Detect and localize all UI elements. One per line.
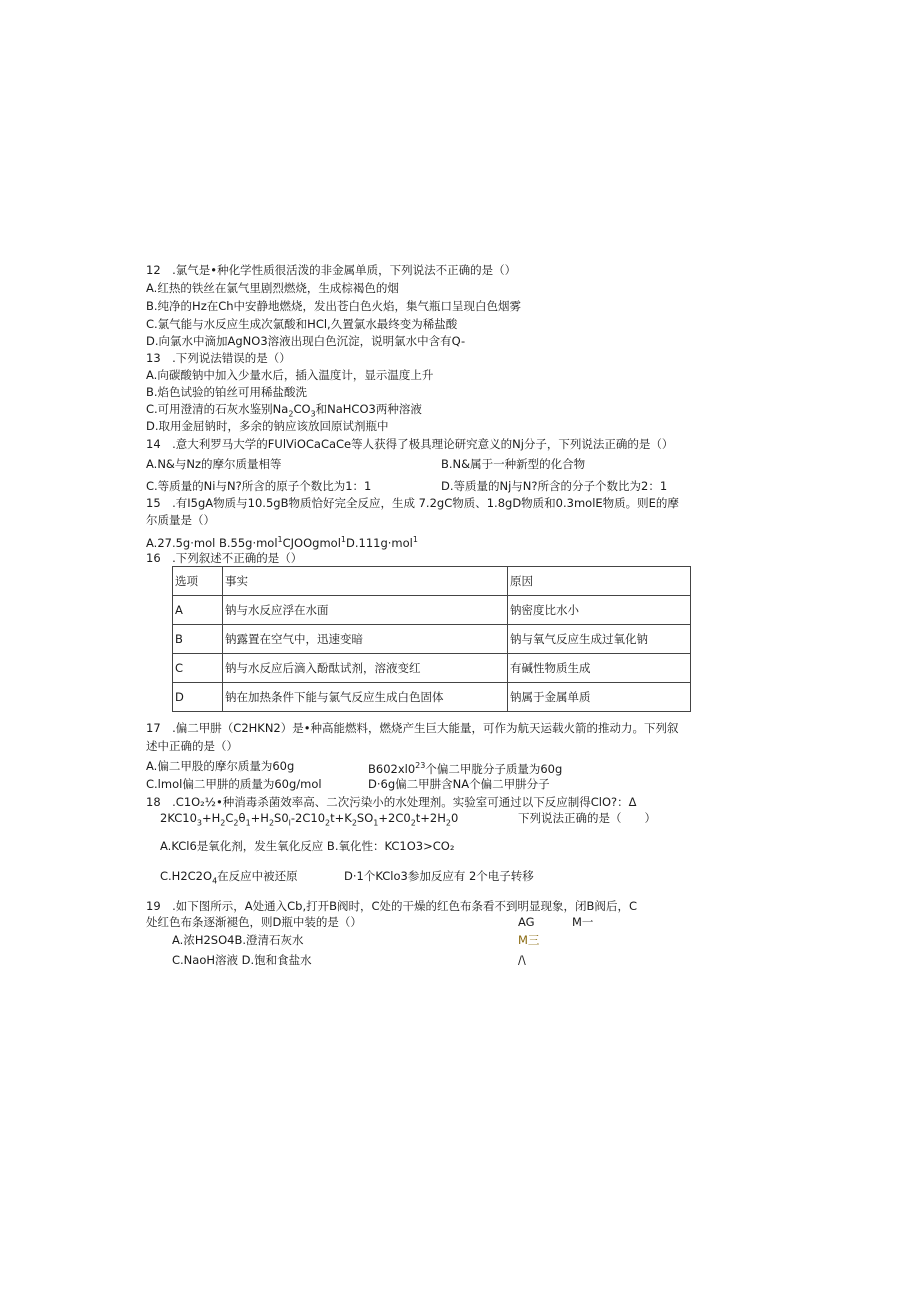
table-header-row — [173, 567, 691, 596]
q19-options-ab: A.浓H2SO4B.澄清石灰水 — [172, 933, 304, 947]
q13-option-d: D.取用金屈钠时，多余的钠应该放回原试剂瓶中 — [146, 419, 389, 433]
header-fact: 事实 — [223, 567, 508, 596]
q12-option-d: D.向氯水中滴加AgNO3溶液出现白色沉淀，说明氯水中含有Q- — [146, 334, 466, 348]
q12-option-a: A.红热的铁丝在氯气里剧烈燃烧，生成棕褐色的烟 — [146, 281, 399, 295]
row-fact: 钠在加热条件下能与氯气反应生成白色固体 — [223, 683, 508, 712]
figure-label-m1: M一 — [572, 915, 594, 929]
row-option: D — [173, 683, 223, 712]
q18-stem: 18 .C1O₂½•种消毒杀菌效率高、二次污染小的水处理剂。实验室可通过以下反应制得ClO?：Δ — [146, 795, 637, 809]
table-row — [173, 625, 691, 654]
row-fact: 钠与水反应后滴入酚酞试剂，溶液变红 — [223, 654, 508, 683]
q15-options: A.27.5g·mol B.55g·mol$^1$CJOOgmol$^1$D.111g·mol$^1$ — [146, 535, 418, 550]
q16-table — [172, 566, 691, 712]
figure-label-ag: AG — [518, 915, 535, 929]
row-fact: 钠露置在空气中，迅速变暗 — [223, 625, 508, 654]
table-row — [173, 654, 691, 683]
q15-stem: 15 .有I5gA物质与10.5gB物质恰好完全反应，生成 7.2gC物质、1.8gD物质和0.3molE物质。则E的摩 — [146, 496, 679, 510]
q18-option-c: $C.H2C2O_4$在反应中被还原 — [160, 869, 298, 886]
q17-option-a: A.偏二甲股的摩尔质量为60g — [146, 759, 295, 773]
q17-option-d: D·6g偏二甲肼含NA个偏二甲肼分子 — [368, 777, 550, 791]
q18-options-ab: A.KCl6是氧化剂，发生氧化反应 B.氧化性：KC1O3>CO₂ — [160, 839, 455, 853]
table-row — [173, 683, 691, 712]
q12-option-b: B.纯净的Hz在Ch中安静地燃烧，发出苍白色火焰，集气瓶口呈现白色烟雾 — [146, 299, 522, 313]
q15-stem-cont: 尔质量是（） — [146, 513, 215, 527]
q13-option-a: A.向碳酸钠中加入少量水后，插入温度计，显示温度上升 — [146, 368, 434, 382]
q14-option-a: A.N&与Nz的摩尔质量相等 — [146, 457, 282, 471]
q16-stem: 16 .下列叙述不正确的是（） — [146, 551, 303, 565]
q17-stem: 17 .偏二甲肼（C2HKN2）是•种高能燃料，燃烧产生巨大能量，可作为航天运载火箭的推动力。下列叙 — [146, 721, 679, 735]
q18-equation: $2KC10_3+H_2C_2\theta_1+H_2S0_l-2C10_2t+K_2SO_1+2C0_2t+2H_20$ — [160, 811, 459, 828]
row-option: C — [173, 654, 223, 683]
row-option: B — [173, 625, 223, 654]
q14-option-b: B.N&属于一种新型的化合物 — [441, 457, 586, 471]
q17-option-c: C.lmol偏二甲肼的质量为60g/mol — [146, 777, 322, 791]
header-reason: 原因 — [508, 567, 691, 596]
q14-stem: 14 .意大利罗马大学的FUlViOCaCaCe等人获得了极具理论研究意义的Nj分子，下列说法正确的是（） — [146, 437, 674, 451]
q17-stem-cont: 述中正确的是（） — [146, 739, 238, 753]
q18-option-d: D·1个KClo3参加反应有 2个电子转移 — [344, 869, 534, 883]
q19-stem-cont: 处红色布条逐渐褪色，则D瓶中装的是（） — [146, 915, 362, 929]
q14-option-c: C.等质量的Ni与N?所含的原子个数比为1：1 — [146, 479, 372, 493]
row-reason: 有碱性物质生成 — [508, 654, 691, 683]
q14-option-d: D.等质量的Nj与N?所含的分子个数比为2：1 — [441, 479, 668, 493]
row-reason: 钠密度比水小 — [508, 596, 691, 625]
header-option: 选项 — [173, 567, 223, 596]
table-row — [173, 596, 691, 625]
row-reason: 钠与氧气反应生成过氧化钠 — [508, 625, 691, 654]
q13-option-c: C.可用澄清的石灰水鉴别$Na_2CO_3$和NaHCO3两种溶液 — [146, 402, 422, 419]
q12-stem: 12 .氯气是•种化学性质很活泼的非金属单质，下列说法不正确的是（） — [146, 263, 517, 277]
q17-option-b: $B602xl0^{23}$个偏二甲胧分子质量为60g — [368, 761, 563, 776]
row-fact: 钠与水反应浮在水面 — [223, 596, 508, 625]
q13-option-b: B.焰色试验的铂丝可用稀盐酸洗 — [146, 385, 308, 399]
q19-stem: 19 .如下图所示，A处通入Cb,打开B阀时，C处的干燥的红色布条看不到明显现象，闭B阀后，C — [146, 899, 637, 913]
q19-options-cd: C.NaoH溶液 D.饱和食盐水 — [172, 953, 312, 967]
q18-stem-tail: 下列说法正确的是（ ） — [518, 811, 656, 825]
q13-stem: 13 .下列说法错误的是（） — [146, 351, 291, 365]
q12-option-c: C.氯气能与水反应生成次氯酸和HCl,久置氯水最终变为稀盐酸 — [146, 317, 458, 331]
row-reason: 钠属于金属单质 — [508, 683, 691, 712]
row-option: A — [173, 596, 223, 625]
figure-label-v: /\ — [518, 953, 526, 967]
figure-label-m3: M三 — [518, 933, 540, 947]
